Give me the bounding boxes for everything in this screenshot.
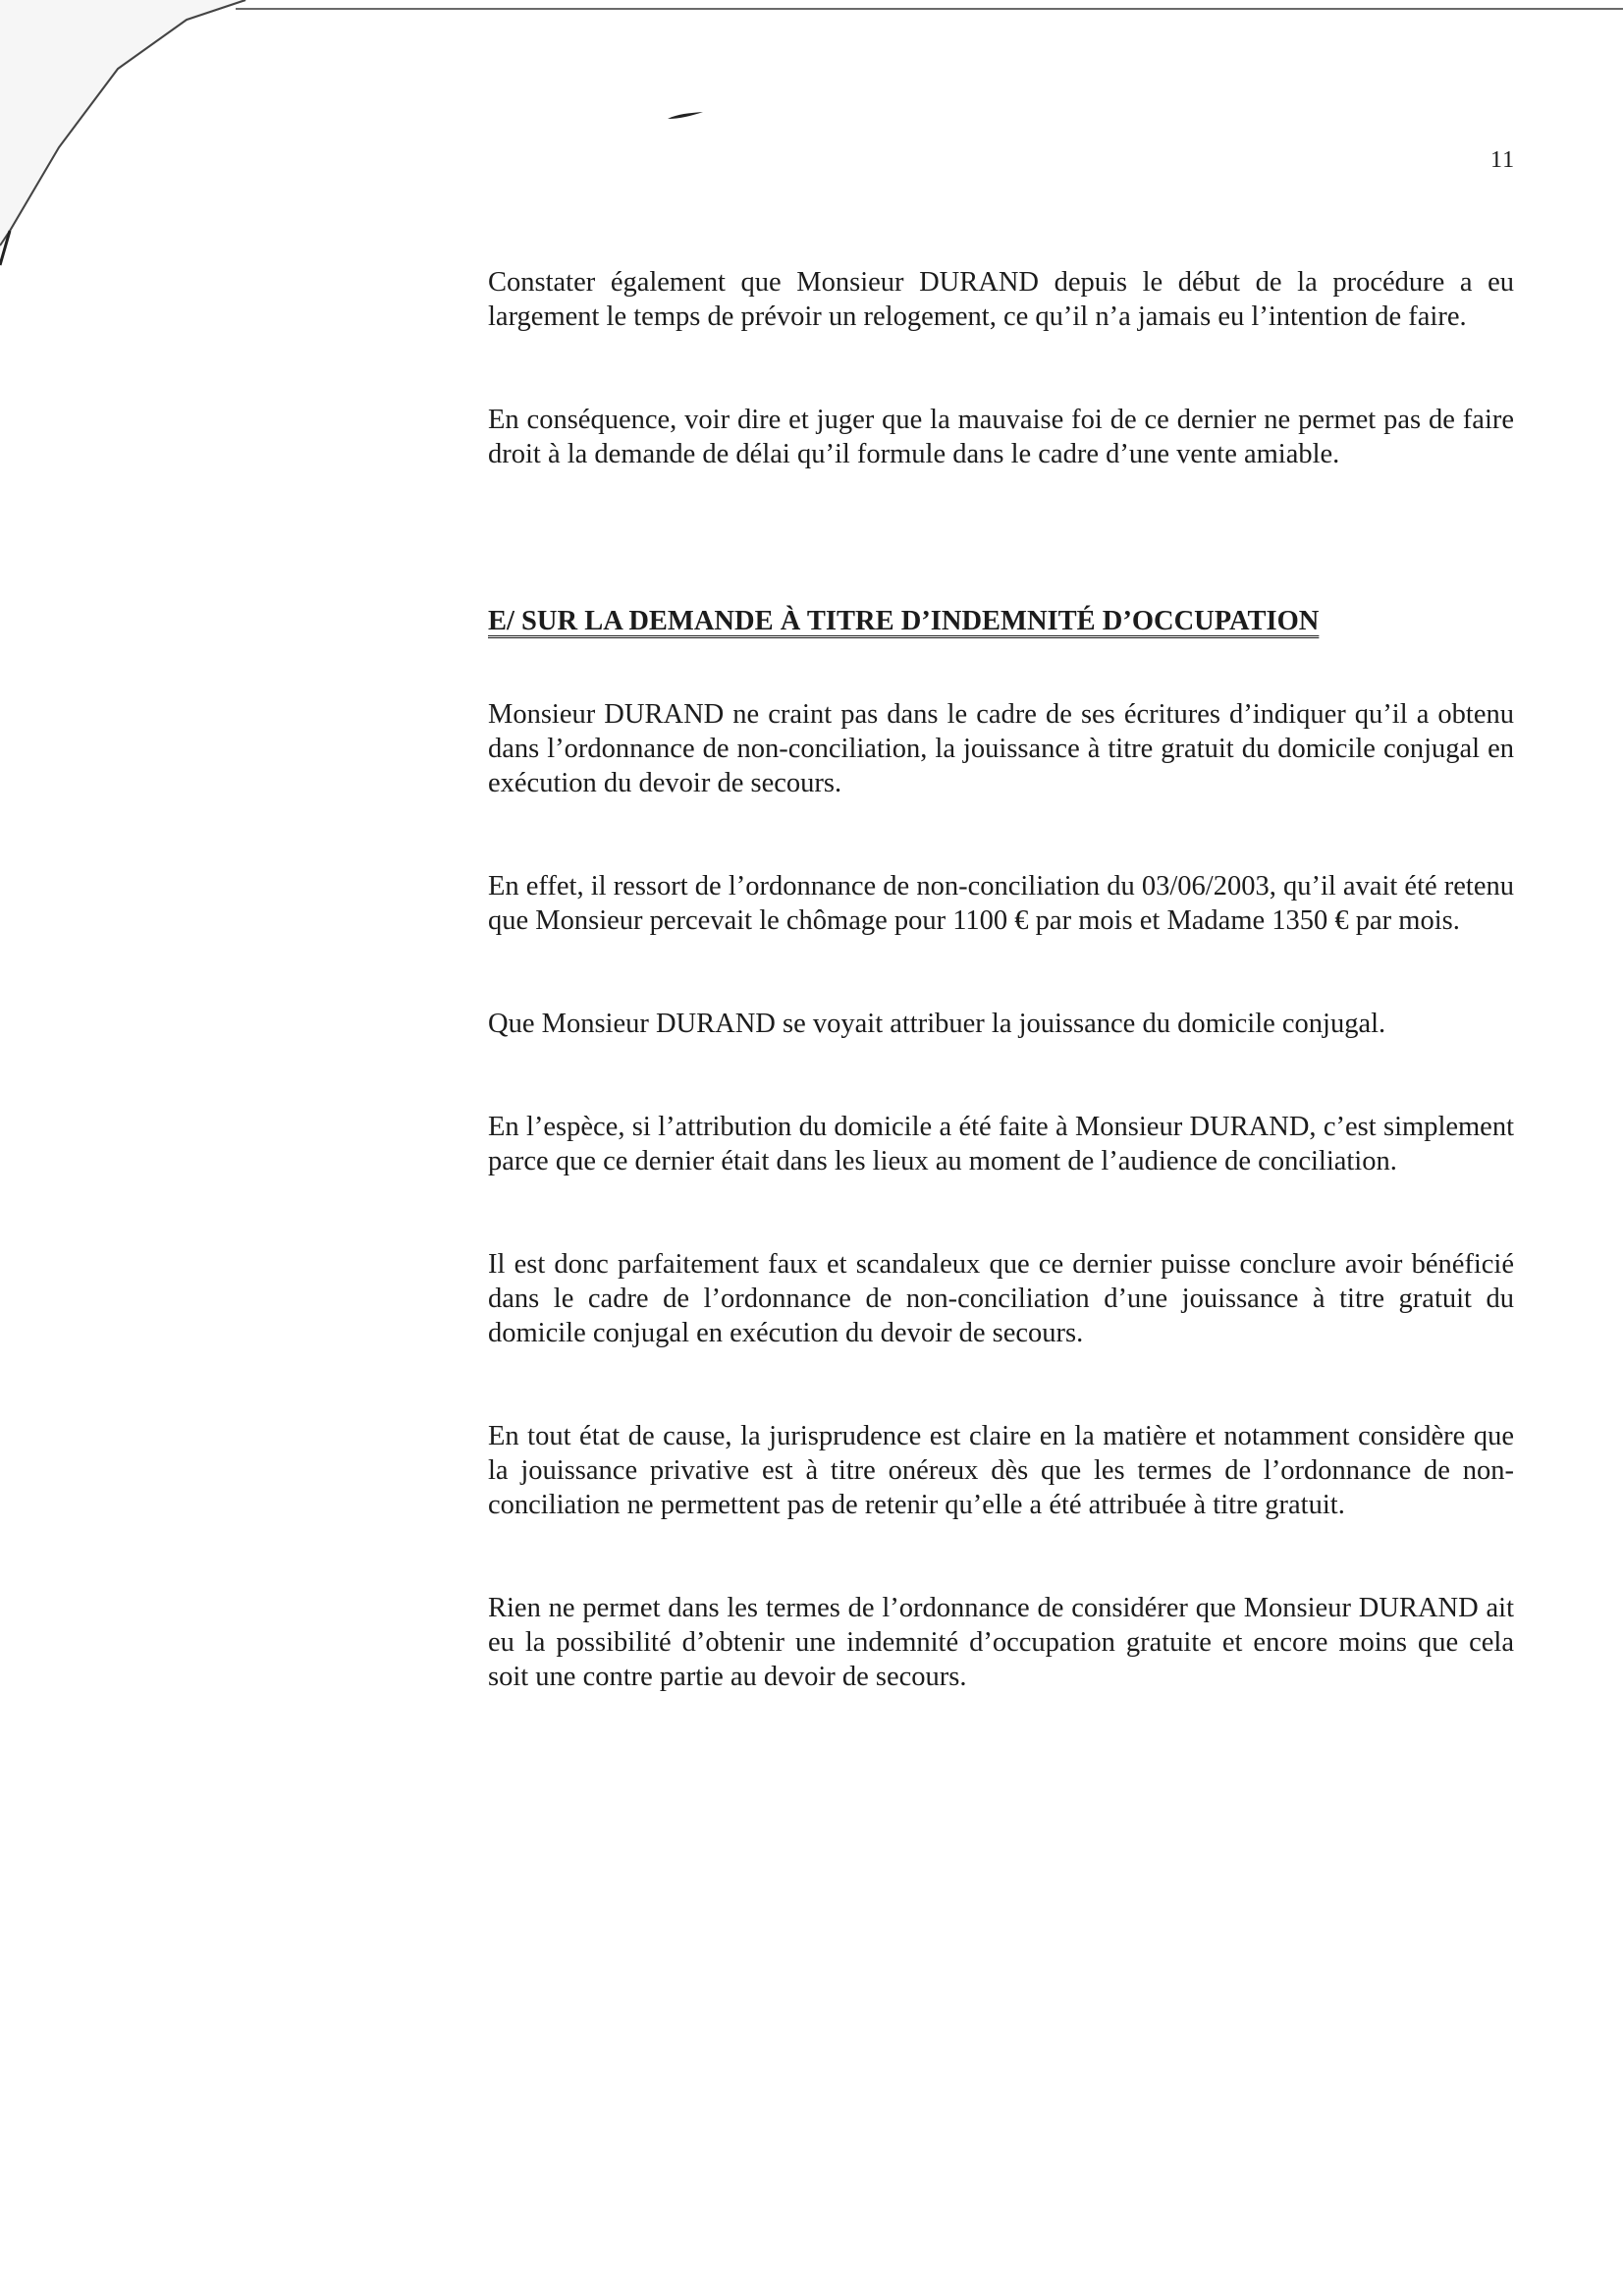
paragraph-ecritures: Monsieur DURAND ne craint pas dans le cadre de ses écritures d’indiquer qu’il a obtenu dans l’ordonnance de non-conciliation, la jouissance à titre gratuit du domicile conjugal en exécution du devoir de secours. [488, 699, 1514, 798]
paragraph-attribution-jouissance: Que Monsieur DURAND se voyait attribuer la jouissance du domicile conjugal. [488, 1009, 1386, 1039]
paragraph-mauvaise-foi: En conséquence, voir dire et juger que la mauvaise foi de ce dernier ne permet pas de faire droit à la demande de délai qu’il formule dans le cadre d’une vente amiable. [488, 405, 1514, 469]
scan-smudge-mark [666, 110, 705, 122]
scan-folded-corner [0, 0, 255, 275]
section-heading-wrapper [488, 604, 1514, 638]
scan-page-edge [236, 8, 1623, 10]
section-heading: E/ SUR LA DEMANDE À TITRE D’INDEMNITÉ D’OCCUPATION [488, 606, 1320, 636]
document-body [488, 265, 1514, 1694]
paragraph-relogement: Constater également que Monsieur DURAND depuis le début de la procédure a eu largement le temps de prévoir un relogement, ce qu’il n’a jamais eu l’intention de faire. [488, 267, 1514, 332]
paragraph-jurisprudence: En tout état de cause, la jurisprudence est claire en la matière et notamment considère que la jouissance privative est à titre onéreux dès que les termes de l’ordonnance de non-conciliation ne permettent pas de retenir qu’elle a été attribuée à titre gratuit. [488, 1421, 1514, 1520]
paragraph-ordonnance: En effet, il ressort de l’ordonnance de non-conciliation du 03/06/2003, qu’il avait été retenu que Monsieur percevait le chômage pour 1100 € par mois et Madame 1350 € par mois. [488, 871, 1514, 936]
paragraph-faux-scandaleux: Il est donc parfaitement faux et scandaleux que ce dernier puisse conclure avoir bénéficié dans le cadre de l’ordonnance de non-conciliation d’une jouissance à titre gratuit du domicile conjugal en exécution du devoir de secours. [488, 1249, 1514, 1348]
paragraph-espece: En l’espèce, si l’attribution du domicile a été faite à Monsieur DURAND, c’est simplement parce que ce dernier était dans les lieux au moment de l’audience de conciliation. [488, 1112, 1514, 1176]
page-number: 11 [1490, 147, 1516, 173]
paragraph-rien-ne-permet: Rien ne permet dans les termes de l’ordonnance de considérer que Monsieur DURAND ait eu la possibilité d’obtenir une indemnité d’occupation gratuite et encore moins que cela soit une contre partie au devoir de secours. [488, 1593, 1514, 1692]
